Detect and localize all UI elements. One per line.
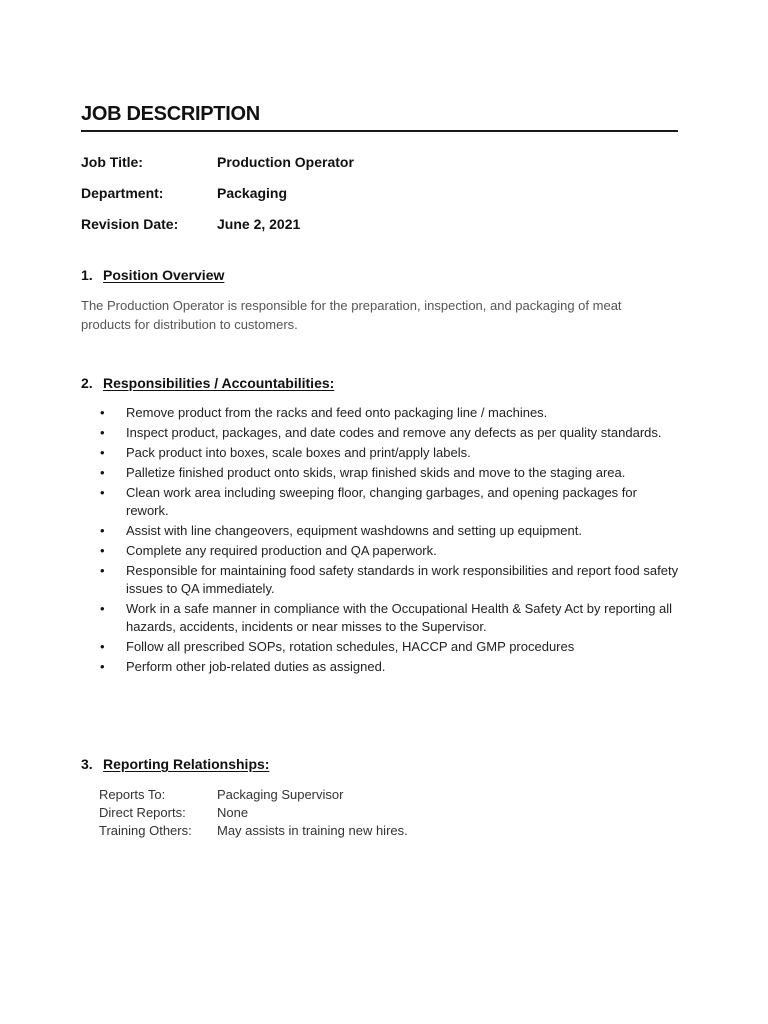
bullet-icon: • [100, 601, 105, 616]
list-item-text: Assist with line changeovers, equipment washdowns and setting up equipment. [126, 523, 582, 538]
overview-paragraph: The Production Operator is responsible for the preparation, inspection, and packaging of meat products for distribution to customers. [81, 298, 622, 332]
bullet-icon: • [100, 543, 105, 558]
reporting-label: Direct Reports: [99, 805, 186, 820]
section-heading-overview [81, 267, 224, 283]
section-heading-reporting [81, 756, 269, 772]
list-item-text: Pack product into boxes, scale boxes and print/apply labels. [126, 445, 471, 460]
list-item-text: Responsible for maintaining food safety standards in work responsibilities and report food safety issues to QA immediately. [126, 563, 679, 596]
section-number: 1. [81, 267, 93, 283]
list-item [81, 542, 681, 560]
reporting-value: None [217, 805, 249, 820]
section-number: 3. [81, 756, 93, 772]
reporting-value: May assists in training new hires. [217, 823, 408, 838]
list-item-text: Remove product from the racks and feed onto packaging line / machines. [126, 405, 548, 420]
reporting-label: Training Others: [99, 823, 192, 838]
section-heading-responsibilities [81, 375, 334, 391]
responsibilities-list [81, 404, 681, 678]
meta-label: Job Title: [81, 154, 143, 170]
list-item-text: Perform other job-related duties as assigned. [126, 659, 386, 674]
bullet-icon: • [100, 445, 105, 460]
bullet-icon: • [100, 425, 105, 440]
bullet-icon: • [100, 523, 105, 538]
list-item [81, 484, 681, 520]
list-item [81, 404, 681, 422]
list-item-text: Complete any required production and QA paperwork. [126, 543, 437, 558]
bullet-icon: • [100, 659, 105, 674]
section-heading-text: Reporting Relationships: [103, 756, 270, 772]
list-item-text: Follow all prescribed SOPs, rotation schedules, HACCP and GMP procedures [126, 639, 575, 654]
bullet-icon: • [100, 405, 105, 420]
meta-label: Revision Date: [81, 216, 179, 232]
section-number: 2. [81, 375, 93, 391]
document-title: JOB DESCRIPTION [81, 103, 260, 125]
bullet-icon: • [100, 485, 105, 500]
list-item [81, 600, 681, 636]
list-item [81, 658, 681, 676]
list-item-text: Work in a safe manner in compliance with the Occupational Health & Safety Act by reporting all hazards, accidents, incidents or near misses to the Supervisor. [126, 601, 673, 634]
meta-label: Department: [81, 185, 164, 201]
list-item-text: Inspect product, packages, and date codes and remove any defects as per quality standards. [126, 425, 662, 440]
title-divider [81, 130, 678, 132]
list-item [81, 562, 681, 598]
list-item-text: Palletize finished product onto skids, wrap finished skids and move to the staging area. [126, 465, 626, 480]
list-item [81, 464, 681, 482]
meta-value: Production Operator [217, 154, 354, 170]
list-item [81, 444, 681, 462]
list-item [81, 638, 681, 656]
list-item-text: Clean work area including sweeping floor, changing garbages, and opening packages for rework. [126, 485, 637, 518]
meta-value: Packaging [217, 185, 288, 201]
bullet-icon: • [100, 563, 105, 578]
list-item [81, 522, 681, 540]
meta-value: June 2, 2021 [217, 216, 301, 232]
reporting-value: Packaging Supervisor [217, 787, 344, 802]
section-heading-text: Responsibilities / Accountabilities: [103, 375, 335, 391]
reporting-label: Reports To: [99, 787, 166, 802]
bullet-icon: • [100, 465, 105, 480]
bullet-icon: • [100, 639, 105, 654]
section-heading-text: Position Overview [103, 267, 225, 283]
list-item [81, 424, 681, 442]
